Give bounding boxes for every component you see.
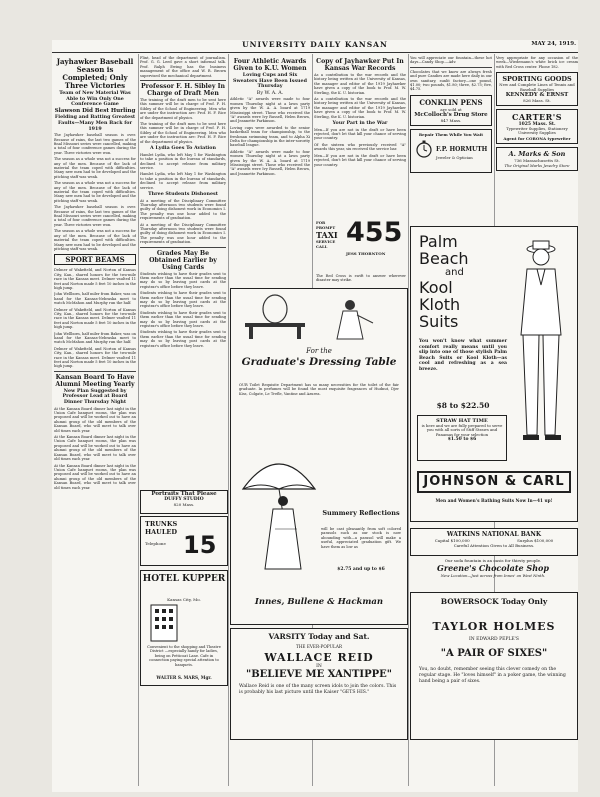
sporting-sub: New and Complete Lines of Tennis and Baseball Supplies: [499, 82, 575, 92]
baseball-body: The Jayhawker baseball season is over. Because of rains, the last two games of the final Missouri series were cancelled, making a total of four conference games during the year. Three victories were won.: [54, 133, 136, 155]
johnson-carl-tag: Men and Women's Bathing Suits Now In—41 up!: [435, 499, 553, 504]
sport-beams-title: SPORT BEAMS: [65, 255, 125, 265]
watkins-surplus: Surplus $100,000: [517, 538, 554, 543]
sibley-headline: Professor F. H. Sibley In Charge of Draft Men: [141, 83, 225, 98]
hotel-kupper-ad: [140, 570, 228, 686]
marks-sub: The Original Marks Jewelry Store: [504, 162, 570, 168]
sport-beams-body: Delmer of Wakefield, and Norton of Kansas City, Kan., shared honors for the two-mile race in the Kansas meet. Delmer vaulted 11 feet and Norton made 5 feet 10 inches in the high jump.: [54, 268, 136, 290]
marks-name: A. Marks & Son: [508, 149, 566, 158]
athletic-awards-subhead: Loving Cups and Six Sweaters Have Been Issued Thursday: [233, 72, 307, 90]
baseball-body-3: The season as a whole was not a success for any of the men. Because of the lack of material the team coped with difficulties. Many new men had to be developed and the pitching staff was weak.: [54, 181, 136, 203]
hotel-title: HOTEL KUPPER: [142, 574, 226, 584]
col2-top-body: Flint, head of the department of journalism. Prof. G. G. Leed gave a short informal talk. Prof. Ralph Ewing has the business management of the office and W. R. Brown supervised the mechanical department.: [140, 56, 226, 78]
sport-beams-body-3: Delmer of Wakefield, and Norton of Kansas City, Kan., shared honors for the two-mile race in the Kansas meet. Delmer vaulted 11 feet and Norton made 5 feet 10 inches in the high jump.: [54, 307, 136, 330]
your-part-title: Your Part in the War: [332, 120, 388, 127]
sport-beams-box: [54, 254, 136, 265]
column-rule: [138, 54, 139, 786]
bowersock-title: BOWERSOCK Today Only: [440, 597, 548, 606]
dishonest-body: At a meeting of the Disciplinary Committee Thursday afternoon two students were found guilty of doing dishonest work in Economics I. The penalty was one hour added to the requirements of graduation.: [140, 198, 226, 221]
column-rule: [228, 54, 229, 786]
watkins-tag: Careful Attention Given to All Business.: [453, 543, 535, 548]
carters-addr: 1025 Mass. St.: [518, 122, 556, 128]
straw-body: is here and we are fully prepared to serve you with all sorts of Stiff Straws and Panamas for your selection: [421, 423, 503, 437]
your-part-body-2: Of the sixteen who previously received "A" awards this year, six received the service bar.: [314, 142, 406, 152]
dressing-table-illustration: [235, 293, 401, 341]
for-the: For the: [306, 347, 332, 355]
baseball-subhead-2: Slawson Did Best Hurling: [54, 107, 136, 114]
divider: [410, 67, 492, 68]
duffy-studio-ad: [140, 490, 228, 514]
palm-beach-price: $8 to $22.50: [436, 401, 490, 410]
chocolates-note: Chocolates that we know are always fresh and pure Candies are made here daily in our own sanitary, sunlit factory—one pound, $1.00; two pounds, $1.80; three, $2.75; five, $4.75.: [410, 69, 492, 92]
your-part-body: Men—If you are not in the draft or have been rejected, don't let that kill your chance of serving your country.: [314, 127, 406, 141]
varsity-ever: THE EVER-POPULAR: [295, 644, 343, 649]
conklin-addr: 847 Mass.: [440, 117, 462, 123]
greenes-ad: [410, 558, 576, 588]
dishonest-body-2: At a meeting of the Disciplinary Committee Thursday afternoon two students were found guilty of doing dishonest work in Economics I. The penalty was one hour added to the requirements of graduation.: [140, 222, 226, 245]
trunks-telephone: Telephone: [145, 541, 166, 546]
palm-beach-body: You won't know what summer comfort really means until you slip into one of those stylish Palm Beach Suits or Kool Kloth—as cool and refreshing as a sea breeze.: [419, 339, 507, 372]
athletic-awards-body-2: Loving cups were awarded to the senior basketball team for championship, to the freshman swimming team, and to Alpha Xi Delta for championship in the inter-sorority baseball league.: [230, 125, 310, 148]
graduate-title: Graduate's Dressing Table: [241, 356, 397, 368]
bowersock-star: TAYLOR HOLMES: [432, 620, 556, 633]
trunks-title: TRUNKS HAULED: [145, 520, 178, 536]
carters-title: CARTER'S: [511, 112, 562, 123]
alumni-body-3: At the Kansan Board dinner last night in the Union Cafe banquet rooms, the plan was proposed and will be worked out to have an alumni group of the old members of the Kansan Board, who will meet to talk over old times each year.: [54, 463, 136, 490]
lydia-body: Hamlet Lydia, who left May 1 for Washington to take a position in the bureau of standards, declined to accept release from military service.: [140, 152, 226, 170]
trunks-hauled-ad: [140, 516, 228, 566]
baseball-subhead: Team of New Material Was Able to Win Only One Conference Game: [59, 90, 131, 108]
column-5: [410, 56, 492, 226]
column-rule: [408, 54, 409, 786]
baseball-headline: Jayhawker Baseball Season is Completed; Only Three Victories: [56, 57, 134, 90]
alumni-body-2: At the Kansan Board dinner last night in the Union Cafe banquet rooms, the plan was proposed and will be worked out to have an alumni group of the old members of the Kansan Board, who will meet to talk over old times each year.: [54, 435, 136, 462]
your-part-body-3: Men—If you are not in the draft or have been rejected, don't let that kill your chance of serving your country.: [314, 153, 406, 167]
column-6: [496, 56, 578, 226]
column-2: [140, 56, 226, 496]
column-1: [54, 56, 136, 786]
conklin-title: CONKLIN PENS: [419, 97, 483, 107]
hormuth-sub: Jeweler & Optician: [436, 154, 473, 160]
varsity-film: "BELIEVE ME XANTIPPE": [246, 669, 392, 680]
taxi-ad: [316, 218, 406, 268]
hotel-body: Convenient to the shopping and Theatre District —especially handy for ladies, being on Petticoat Lane. Cafe in connection paying special attention to banquets.: [147, 645, 221, 667]
hormuth-name: F.P. HORMUTH: [436, 145, 488, 153]
conklin-sub: are sold at: [440, 106, 462, 112]
alumni-subhead: New Plan Suggested by Professor Lead at Board Dinner Thursday Night: [62, 387, 128, 406]
carters-ad: [496, 109, 578, 144]
athletic-awards-body: Athletic "A" awards were made to four women Thursday night at a lawn party given by the W. A. A. board at 1719 Mississippi street. Those who received the "A" awards were Ivy Russell, Helen Brown, and Jeannette Parkinson.: [230, 97, 310, 124]
watkins-title: WATKINS NATIONAL BANK: [446, 531, 542, 538]
summery-body: will be cast pleasantly from soft colored parasols such as our stock is now abounding with—a parasol will make a useful, appreciated graduation gift. We have them as low as: [321, 527, 401, 549]
sibley-body-2: The training of the draft men to be sent here this summer will be in charge of Prof. F. H. Sibley of the School of Engineering. Men who are under the instruction are: Prof. H. F. Rice of the department of physics.: [140, 122, 226, 144]
baseball-body-4: The Jayhawker baseball season is over. Because of rains, the last two games of the final Missouri series were cancelled, making a total of four conference games during the year. Three victories were won.: [54, 205, 136, 227]
red-cross-note: The Red Cross is swift to answer wherever disaster may strike.: [316, 274, 406, 283]
dishonest-title: Three Students Dishonest: [148, 190, 218, 197]
varsity-title: VARSITY Today and Sat.: [268, 632, 370, 641]
watkins-capital: Capital $100,000: [434, 538, 470, 543]
graduate-body: OUR Toilet Requisite Department has so many necessities for the toilet of the fair graduate. In perfumes will be found the most exquisite fragrances of Hudnut, Djer Kiss, Colgate, Le Trefle, Vantine and Azurea.: [239, 383, 399, 396]
man-in-suit-illustration: [509, 235, 573, 445]
taxi-word: TAXI: [316, 230, 338, 240]
column-4: [314, 56, 406, 216]
varsity-in: IN: [316, 664, 322, 669]
alumni-body: At the Kansan Board dinner last night in the Union Cafe banquet rooms, the plan was proposed and will be worked out to have an alumni group of the old members of the Kansan Board, who will meet to talk over old times each year.: [54, 406, 136, 433]
carters-agent: Agent for CORONA typewriter: [503, 135, 571, 141]
summery-title: Summery Reflections: [322, 509, 400, 517]
sporting-name: KENNEDY & ERNST: [505, 92, 569, 99]
conklin-pens-ad: [410, 95, 492, 126]
duffy-addr: 820 Mass.: [173, 502, 195, 507]
hotel-manager: WALTER S. MARS, Mgr.: [156, 675, 212, 680]
taxi-prompt: FOR PROMPT: [316, 220, 336, 230]
taxi-name: JESS THORNTON: [346, 251, 386, 256]
divider: [140, 247, 226, 248]
straw-price: $1.50 to $6: [447, 437, 477, 443]
trunks-number: 15: [183, 531, 217, 559]
wiedemann-note: Very appropriate for any occasion of the week—Wiedemann's white brick ice cream with Red Cross center. Phone 182.: [496, 56, 578, 69]
sport-beams-body-4: John Wellborn, half miler from Baker, was on hand for the Kansas-Nebraska meet to watch McMahon and Murphy run the half.: [54, 331, 136, 345]
carters-sub: Typewriter Supplies, Stationery University Supplies: [506, 126, 568, 136]
repair-title: Repair Them While You Wait: [418, 131, 484, 137]
straw-title: STRAW HAT TIME: [436, 418, 488, 424]
baseball-subhead-3: Fielding and Batting Greatest Faults—Many Men Back for 1919: [54, 114, 136, 132]
war-records-body-2: As a contribution to the war records and the history being written at the University of Kansas, the manager and editor of the 1919 Jayhawker have given a copy of the book to Prof. M. W. Sterling, the K. U. historian.: [314, 97, 406, 119]
duffy-name: DUFFY STUDIO: [164, 497, 204, 502]
taxi-number: 455: [346, 217, 403, 248]
masthead-title: UNIVERSITY DAILY KANSAN: [242, 40, 388, 49]
sporting-addr: 826 Mass. St.: [523, 98, 551, 104]
varsity-star: WALLACE REID: [264, 651, 374, 664]
lydia-title: A Lydia Goes To Aviation: [150, 145, 216, 152]
greene-title: Greene's Chocolate Shop: [437, 563, 549, 573]
marks-addr: 736 Massachusetts St.: [514, 157, 560, 163]
parasol-illustration: [239, 439, 319, 579]
bowersock-film: "A PAIR OF SIXES": [440, 648, 548, 659]
grades-body-2: Students wishing to have their grades sent to them earlier than the usual time for sending may do so by leaving post cards at the registrar's office before they leave.: [140, 291, 226, 309]
war-records-body: As a contribution to the war records and the history being written at the University of Kansas, the manager and editor of the 1919 Jayhawker have given a copy of the book to Prof. M. W. Sterling, the K. U. historian.: [314, 73, 406, 95]
sporting-title: SPORTING GOODS: [502, 75, 572, 84]
war-records-headline: Copy of Jayhawker Put In Kansas War Records: [316, 58, 404, 72]
grades-body: Students wishing to have their grades sent to them earlier than the usual time for sending may do so by leaving post cards at the registrar's office before they leave.: [140, 271, 226, 289]
newspaper-page: [52, 40, 578, 792]
athletic-awards-body-3: Athletic "A" awards were made to four women Thursday night at a lawn party given by the W. A. A. board at 1719 Mississippi street. Those who received the "A" awards were Ivy Russell, Helen Brown, and Jeannette Parkinson.: [230, 149, 310, 176]
hotel-building-illustration: [149, 603, 179, 643]
bowersock-body: You, no doubt, remember seeing this clever comedy on the regular stage. He "loves himself" in a poker game, the winning hand being a pair of sixes.: [419, 667, 566, 685]
portraits-title: Portraits That Please: [151, 491, 217, 497]
watkins-bank-ad: [410, 528, 578, 556]
palm-beach-title: Palm Beach and Kool Kloth Suits: [419, 232, 469, 331]
graduate-dressing-table-ad: [230, 288, 408, 625]
sporting-goods-ad: [496, 72, 578, 106]
johnson-carl-name: JOHNSON & CARL: [417, 471, 571, 493]
bowersock-in: IN EDWARD PEPLE'S: [468, 637, 520, 642]
conklin-store: McColloch's Drug Store: [414, 111, 488, 118]
athletic-awards-headline: Four Athletic Awards Given to K.U. Women: [233, 58, 307, 72]
watch-icon: [414, 139, 434, 159]
lydia-body-2: Hamlet Lydia, who left May 1 for Washington to take a position in the bureau of standards, declined to accept release from military service.: [140, 172, 226, 190]
innes-bullene-hackman: Innes, Bullene & Hackman: [254, 597, 384, 607]
sport-beams-body-5: Delmer of Wakefield, and Norton of Kansas City, Kan., shared honors for the two-mile race in the Kansas meet. Delmer vaulted 11 feet and Norton made 5 feet 10 inches in the high jump.: [54, 346, 136, 369]
taxi-service: SERVICE CALL: [316, 239, 336, 249]
masthead-date: MAY 24, 1919.: [531, 41, 576, 47]
marks-ad: [496, 147, 578, 171]
sibley-body: The training of the draft men to be sent here this summer will be in charge of Prof. F. H. Sibley of the School of Engineering. Men who are under the instruction are: Prof. H. F. Rice of the department of physics.: [140, 98, 226, 120]
grades-body-3: Students wishing to have their grades sent to them earlier than the usual time for sending may do so by leaving post cards at the registrar's office before they leave.: [140, 310, 226, 329]
greene-lead: Our soda fountain is an oasis for thirsty people.: [444, 558, 542, 563]
grades-headline: Grades May Be Obtained Earlier by Using Cards: [149, 249, 217, 271]
varsity-theatre-ad: [230, 628, 408, 740]
column-3: [230, 56, 310, 271]
hotel-city: Kansas City, Mo.: [167, 597, 201, 602]
baseball-body-5: The season as a whole was not a success for any of the men. Because of the lack of material the team coped with difficulties. Many new men had to be developed and the pitching staff was weak.: [54, 229, 136, 251]
athletic-awards-byline: By W. A. A.: [256, 90, 284, 96]
palm-beach-ad: [410, 226, 578, 522]
baseball-body-2: The season as a whole was not a success for any of the men. Because of the lack of material the team coped with difficulties. Many new men had to be developed and the pitching staff was weak.: [54, 157, 136, 179]
sport-beams-body-2: John Wellborn, half miler from Baker, was on hand for the Kansas-Nebraska meet to watch McMahon and Murphy run the half.: [54, 292, 136, 306]
alumni-headline: Kansan Board To Have Alumni Meeting Yearly: [55, 373, 135, 388]
divider: [140, 80, 226, 81]
summery-price: $2.75 and up to $6: [337, 567, 385, 572]
greene-tag: New Location—Just across from Innes' on West Ninth.: [440, 573, 546, 578]
varsity-body: Wallace Reid is one of the many screen idols to join the colors. This is probably his last picture until the Kaiser "GETS HIS.": [239, 684, 397, 695]
bowersock-theatre-ad: [410, 592, 578, 740]
straw-hat-box: [417, 415, 507, 461]
grades-body-4: Students wishing to have their grades sent to them earlier than the usual time for sending may do so by leaving post cards at the registrar's office before they leave.: [140, 330, 226, 348]
divider: [54, 371, 136, 372]
hormuth-ad: [410, 129, 492, 173]
fountain-note: You will appreciate our fountain—these hot days—Candy Shop.—Adv.: [410, 56, 492, 65]
masthead: [52, 40, 578, 53]
